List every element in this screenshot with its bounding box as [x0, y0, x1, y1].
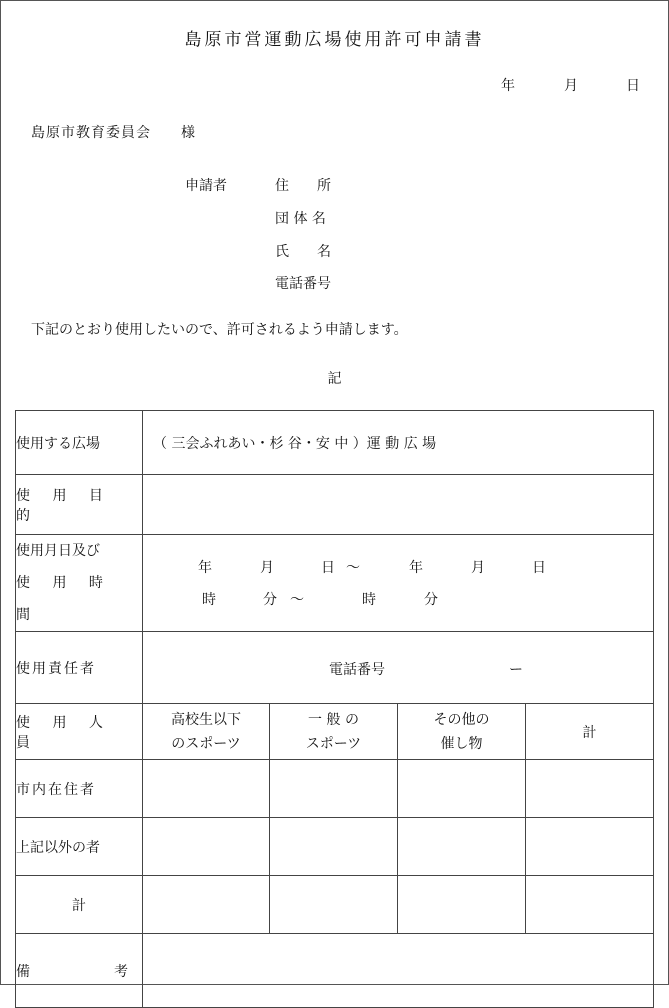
purpose-row: [16, 475, 654, 535]
end-minute-label: 分: [424, 592, 438, 608]
end-day-label: 日: [532, 560, 546, 576]
total-total-cell[interactable]: [526, 876, 654, 934]
end-year-label: 年: [409, 560, 423, 576]
total-other-cell[interactable]: [398, 876, 526, 934]
date-tilde: ～: [346, 560, 360, 576]
total-row: [16, 876, 654, 934]
datetime-label-line2: 使 用 時 間: [16, 575, 112, 623]
applicant-group-label: 団 体 名: [275, 211, 326, 227]
time-tilde: ～: [290, 592, 304, 608]
total-highschool-cell[interactable]: [143, 876, 270, 934]
venue-row: [16, 411, 654, 475]
applicant-address-label: 住 所: [275, 178, 331, 194]
venue-value: （ 三会ふれあい・杉 谷・安 中 ）運 動 広 場: [143, 411, 654, 475]
end-hour-label: 時: [362, 592, 376, 608]
col-highschool-line1: 高校生以下: [171, 711, 241, 728]
resident-general-cell[interactable]: [270, 760, 398, 818]
date-year-label: 年: [501, 78, 515, 94]
applicant-label: 申請者: [185, 178, 227, 194]
nonresident-total-cell[interactable]: [526, 818, 654, 876]
datetime-label-line1: 使用月日及び: [16, 543, 100, 559]
datetime-field[interactable]: [143, 535, 654, 632]
end-month-label: 月: [471, 560, 485, 576]
remarks-label: [16, 934, 143, 1008]
col-other-header: [398, 704, 526, 760]
date-day-label: 日: [626, 78, 640, 94]
resident-highschool-cell[interactable]: [143, 760, 270, 818]
manager-phone-label: 電話番号: [329, 661, 385, 678]
venue-label: 使用する広場: [16, 411, 143, 475]
purpose-label: 使 用 目 的: [16, 475, 143, 535]
resident-total-cell[interactable]: [526, 760, 654, 818]
applicant-phone-label: 電話番号: [275, 276, 331, 292]
users-header-row: [16, 704, 654, 760]
intro-text: 下記のとおり使用したいので、許可されるよう申請します。: [31, 322, 408, 338]
start-year-label: 年: [198, 560, 212, 576]
resident-other-cell[interactable]: [398, 760, 526, 818]
start-hour-label: 時: [202, 592, 216, 608]
datetime-row: [16, 535, 654, 632]
col-other-line2: 催し物: [440, 735, 483, 752]
manager-row: [16, 632, 654, 704]
ki-heading: 記: [327, 371, 342, 387]
applicant-name-label: 氏 名: [275, 244, 331, 260]
addressee: 島原市教育委員会 様: [31, 125, 196, 141]
row-total-label: 計: [16, 876, 143, 934]
col-highschool-header: [143, 704, 270, 760]
manager-field[interactable]: [143, 632, 654, 704]
date-month-label: 月: [564, 78, 578, 94]
nonresident-other-cell[interactable]: [398, 818, 526, 876]
nonresident-highschool-cell[interactable]: [143, 818, 270, 876]
form-title: 島原市営運動広場使用許可申請書: [184, 30, 485, 50]
datetime-label: [16, 535, 143, 632]
col-total-header: 計: [526, 704, 654, 760]
application-table: [15, 410, 654, 1008]
remarks-row: [16, 934, 654, 1008]
nonresident-row: [16, 818, 654, 876]
resident-row: [16, 760, 654, 818]
col-other-line1: その他の: [433, 711, 490, 728]
remarks-field[interactable]: [143, 934, 654, 1008]
start-month-label: 月: [260, 560, 274, 576]
col-highschool-line2: のスポーツ: [171, 735, 241, 752]
start-day-label: 日: [321, 560, 335, 576]
col-general-line2: スポーツ: [305, 735, 362, 752]
row-other-label: 上記以外の者: [16, 818, 143, 876]
row-resident-label: 市内在住者: [16, 760, 143, 818]
purpose-field[interactable]: [143, 475, 654, 535]
manager-label: 使用責任者: [16, 632, 143, 704]
start-minute-label: 分: [263, 592, 277, 608]
col-general-line1: 一 般 の: [308, 711, 359, 728]
col-general-header: [270, 704, 398, 760]
total-general-cell[interactable]: [270, 876, 398, 934]
nonresident-general-cell[interactable]: [270, 818, 398, 876]
remarks-label-char2: 考: [114, 963, 128, 980]
manager-phone-dash: ー: [509, 661, 523, 678]
users-label: 使 用 人 員: [16, 704, 143, 760]
remarks-label-char1: 備: [16, 963, 30, 980]
